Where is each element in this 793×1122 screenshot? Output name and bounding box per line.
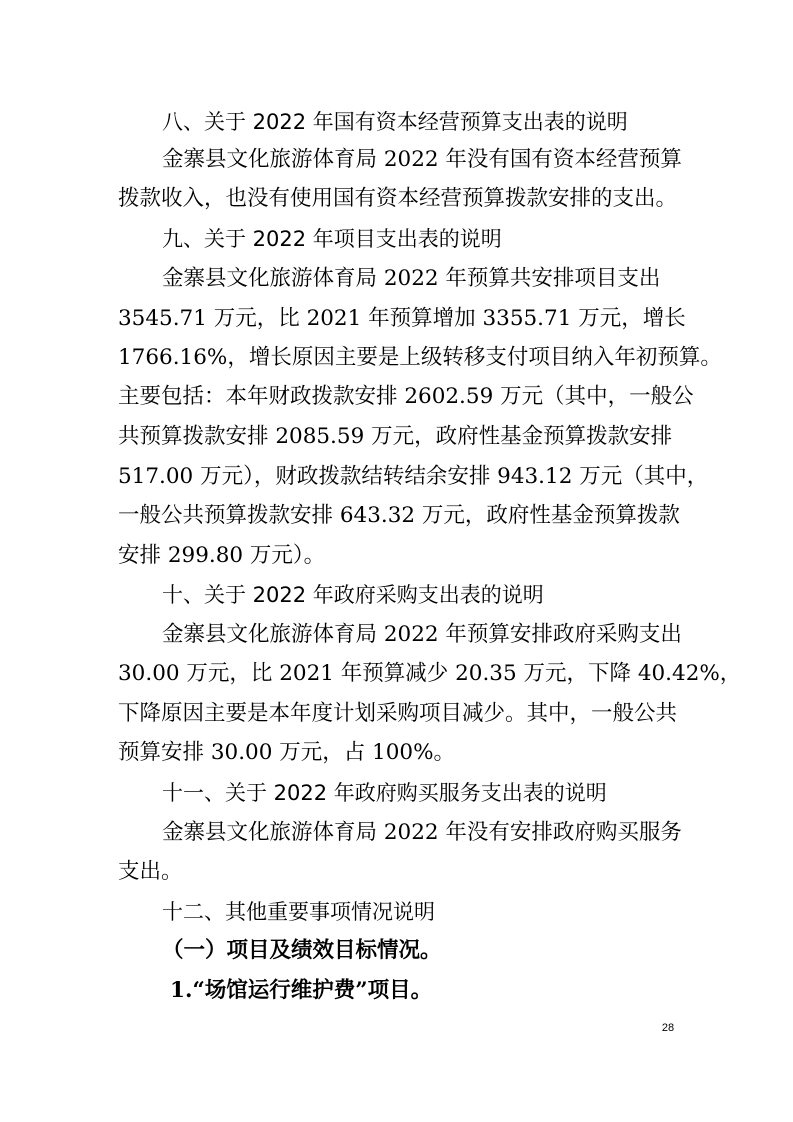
section-11-heading: 十一、关于 2022 年政府购买服务支出表的说明: [162, 781, 607, 805]
section-9-heading: 九、关于 2022 年项目支出表的说明: [162, 227, 502, 251]
paragraph-line: 主要包括：本年财政拨款安排 2602.59 万元（其中，一般公: [118, 384, 694, 409]
item-heading: 1.“场馆运行维护费”项目。: [170, 978, 433, 1003]
paragraph-line: 1766.16%，增长原因主要是上级转移支付项目纳入年初预算。: [118, 345, 722, 370]
subsection-heading: （一）项目及绩效目标情况。: [162, 938, 442, 963]
page-number: 28: [661, 1022, 675, 1034]
paragraph-line: 金寨县文化旅游体育局 2022 年没有国有资本经营预算: [162, 147, 682, 172]
paragraph-line: 517.00 万元），财政拨款结转结余安排 943.12 万元（其中，: [118, 464, 709, 489]
section-8-heading: 八、关于 2022 年国有资本经营预算支出表的说明: [162, 110, 628, 134]
section-10-heading: 十、关于 2022 年政府采购支出表的说明: [162, 583, 544, 607]
section-12-heading: 十二、其他重要事项情况说明: [162, 900, 435, 924]
paragraph-line: 金寨县文化旅游体育局 2022 年预算安排政府采购支出: [162, 622, 682, 647]
paragraph-line: 金寨县文化旅游体育局 2022 年预算共安排项目支出: [162, 266, 661, 291]
paragraph-line: 预算安排 30.00 万元，占 100%。: [118, 740, 456, 765]
paragraph-line: 金寨县文化旅游体育局 2022 年没有安排政府购买服务: [162, 820, 682, 845]
paragraph-line: 下降原因主要是本年度计划采购项目减少。其中，一般公共: [118, 701, 678, 726]
paragraph-line: 30.00 万元，比 2021 年预算减少 20.35 万元，下降 40.42%，: [118, 661, 742, 686]
paragraph-line: 一般公共预算拨款安排 643.32 万元，政府性基金预算拨款: [118, 503, 680, 528]
paragraph-line: 安排 299.80 万元）。: [118, 543, 326, 568]
paragraph-line: 拨款收入，也没有使用国有资本经营预算拨款安排的支出。: [118, 186, 678, 211]
paragraph-line: 3545.71 万元，比 2021 年预算增加 3355.71 万元，增长: [118, 306, 686, 331]
paragraph-line: 支出。: [118, 859, 183, 884]
paragraph-line: 共预算拨款安排 2085.59 万元，政府性基金预算拨款安排: [118, 424, 673, 449]
